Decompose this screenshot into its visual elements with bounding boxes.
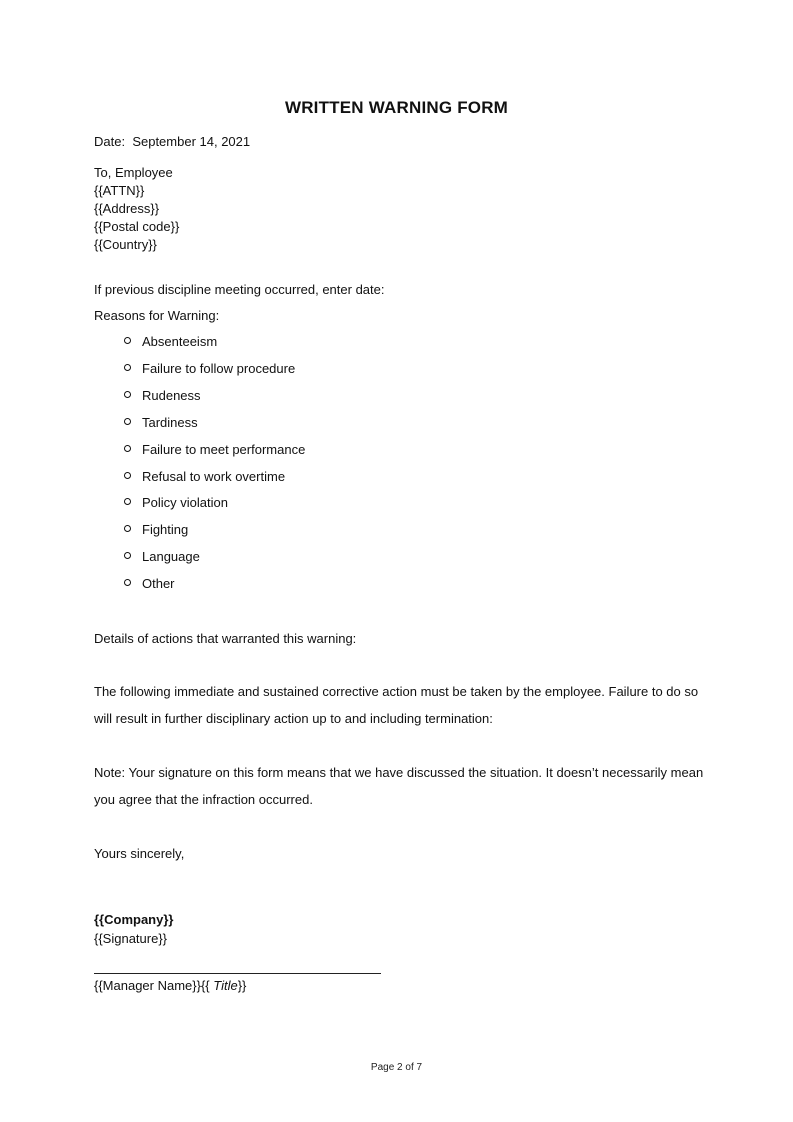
- reasons-heading: Reasons for Warning:: [94, 308, 220, 323]
- manager-title: Title: [213, 978, 238, 993]
- date-line: [94, 134, 250, 149]
- recipient-attn: {{ATTN}}: [94, 183, 145, 198]
- recipient-country: {{Country}}: [94, 237, 157, 252]
- corrective-action-text: The following immediate and sustained corrective action must be taken by the employee. Failure to do so will result in further disciplinary action up to and including termination:: [94, 684, 699, 726]
- circle-bullet-icon: [124, 364, 131, 371]
- circle-bullet-icon: [124, 525, 131, 532]
- recipient-block: [94, 164, 179, 254]
- note-text: Note: Your signature on this form means that we have discussed the situation. It doesn’t necessarily mean you agree that the infraction occurred.: [94, 765, 704, 807]
- details-text: Details of actions that warranted this warning:: [94, 631, 357, 646]
- signature-placeholder: {{Signature}}: [94, 931, 168, 946]
- page-title: WRITTEN WARNING FORM: [284, 98, 509, 117]
- manager-title-close: }}: [237, 978, 247, 993]
- circle-bullet-icon: [124, 498, 131, 505]
- recipient-to: To, Employee: [94, 165, 173, 180]
- circle-bullet-icon: [124, 472, 131, 479]
- document-page: WRITTEN WARNING FORM Date: September 14, 2021 To, Employee {{ATTN}} {{Address}} {{Postal code}} {{Country}} If previous discipline meeting occurred, enter date: Reasons for Warning: Absenteeism Failure to follow procedure Rudeness Tardiness Failure to meet performance Refusal to work overtime Policy violation Fighting Language Other Details of actions that warranted this warning: The following immediate and sustained corrective action must be taken by the employee. Failure to do so will result in further disciplinary action up to and including termination: Note: Your signature on this form means that we have discussed the situation. It doesn’t necessarily mean you agree that the infraction occurred. Yours sincerely, {{Company}} {{Signature}} {{Manager Name}}{{ Title}} Page 2 of 7: [0, 0, 793, 1122]
- circle-bullet-icon: [124, 579, 131, 586]
- manager-name: {{Manager Name}}: [94, 978, 201, 993]
- signature-line: [94, 973, 381, 974]
- date-label: Date:: [94, 134, 126, 149]
- circle-bullet-icon: [124, 391, 131, 398]
- manager-title-open: {{: [200, 978, 214, 993]
- recipient-address: {{Address}}: [94, 201, 160, 216]
- circle-bullet-icon: [124, 337, 131, 344]
- closing-text: Yours sincerely,: [94, 846, 185, 861]
- manager-line: [94, 978, 246, 993]
- date-value: September 14, 2021: [132, 134, 251, 149]
- circle-bullet-icon: [124, 552, 131, 559]
- previous-meeting-text: If previous discipline meeting occurred, enter date:: [94, 282, 385, 297]
- circle-bullet-icon: [124, 445, 131, 452]
- recipient-postal-code: {{Postal code}}: [94, 219, 180, 234]
- company-placeholder: {{Company}}: [94, 912, 174, 927]
- page-number: Page 2 of 7: [370, 1062, 423, 1073]
- circle-bullet-icon: [124, 418, 131, 425]
